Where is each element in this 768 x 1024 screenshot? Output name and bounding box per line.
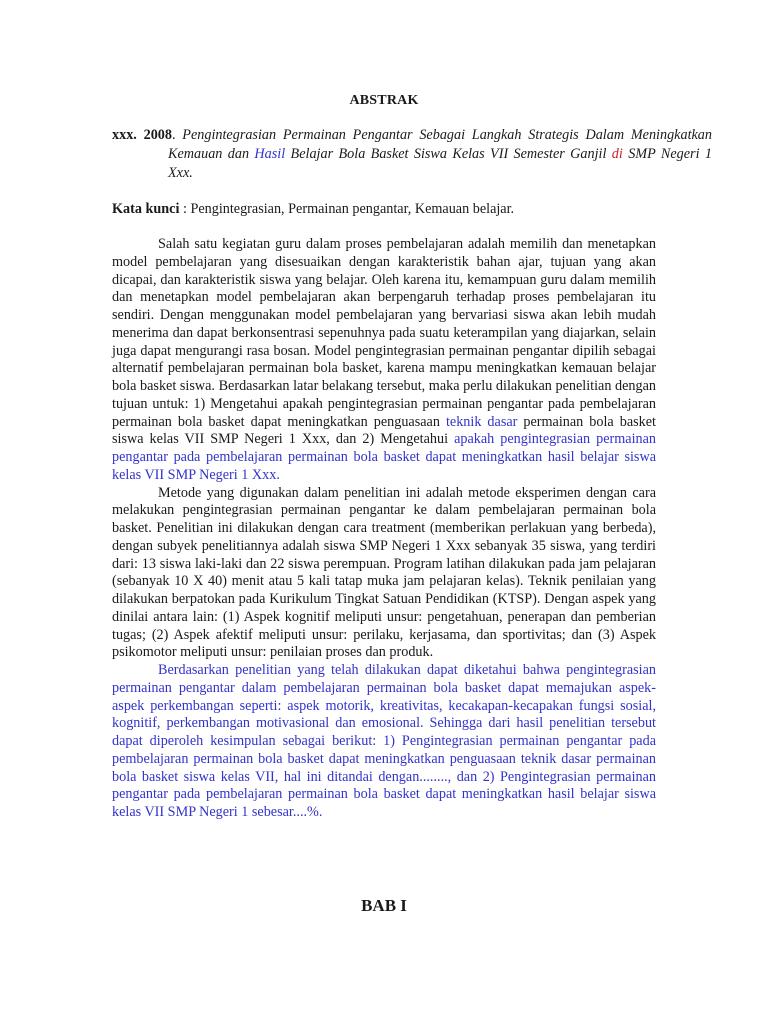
paragraph-1 xyxy=(112,236,656,485)
citation-separator: . xyxy=(171,127,176,143)
paragraph-1-blue-2: apakah pengintegrasian permainan pengantar pada pembelajaran permainan bola basket dapat meningkatkan hasil belajar siswa kelas VII SMP Negeri 1 Xxx. xyxy=(112,431,656,483)
paragraph-1-blue-1: teknik dasar xyxy=(445,413,518,430)
citation-author-year: xxx. 2008 xyxy=(112,127,172,143)
paragraph-1-text-b: permainan bola basket siswa kelas VII SMP Negeri 1 Xxx, dan 2) Mengetahui xyxy=(112,413,656,448)
citation-title xyxy=(168,127,712,181)
abstract-body xyxy=(112,236,656,822)
paragraph-3: Berdasarkan penelitian yang telah dilakukan dapat diketahui bahwa pengintegrasian permainan pengantar dalam pembelajaran permainan bola basket dapat memajukan aspek-aspek perkembangan seperti: aspek motorik, kreativitas, kecakapan-kecapakan fungsi sosial, kognitif, perkembangan motivasional dan emosional. Sehingga dari hasil penelitian tersebut dapat diperoleh kesimpulan sebagai berikut: 1) Pengintegrasian permainan pengantar pada pembelajaran permainan bola basket dapat meningkatkan penguasaan teknik dasar permainan bola basket siswa kelas VII, hal ini ditandai dengan........, dan 2) Pengintegrasian permainan pengantar pada pembelajaran permainan bola basket dapat meningkatkan hasil belajar siswa kelas VII SMP Negeri 1 sebesar....%. xyxy=(112,662,656,820)
citation-title-part3: SMP Negeri 1 Xxx. xyxy=(168,146,712,181)
abstract-title: ABSTRAK xyxy=(349,93,419,108)
citation-title-di: di xyxy=(611,146,623,162)
citation-title-part2: Belajar Bola Basket Siswa Kelas VII Semester Ganjil xyxy=(285,146,612,162)
chapter-heading: BAB I xyxy=(361,896,407,915)
paragraph-2: Metode yang digunakan dalam penelitian ini adalah metode eksperimen dengan cara melakukan pengintegrasian permainan pengantar ke dalam pembelajaran permainan bola basket. Penelitian ini dilakukan dengan cara treatment (memberikan perlakuan yang berbeda), dengan subyek penelitiannya adalah siswa SMP Negeri 1 Xxx sebanyak 35 siswa, yang terdiri dari: 13 siswa laki-laki dan 22 siswa perempuan. Program latihan dilakukan pada jam pelajaran (sebanyak 10 X 40) menit atau 5 kali tatap muka jam pelajaran kelas). Teknik penilaian yang dilakukan berpatokan pada Kurikulum Tingkat Satuan Pendidikan (KTSP). Dengan aspek yang dinilai antara lain: (1) Aspek kognitif meliputi unsur: pengetahuan, penerapan dan pemberian tugas; (2) Aspek afektif meliputi unsur: perilaku, kerjasama, dan sportivitas; dan (3) Aspek psikomotor meliputi unsur: penilaian proses dan produk. xyxy=(112,484,656,661)
paragraph-1-text-a: Salah satu kegiatan guru dalam proses pembelajaran adalah memilih dan menetapkan model pembelajaran yang disesuaikan dengan karakteristik bahan ajar, tujuan yang akan dicapai, dan karakteristik siswa yang belajar. Oleh karena itu, kemampuan guru dalam memilih dan menetapkan model pembelajaran akan berpengaruh terhadap proses pembelajaran itu sendiri. Dengan menggunakan model pembelajaran yang bervariasi siswa akan lebih mudah menerima dan dapat berkonsentrasi sepenuhnya pada suatu keterampilan yang diajarkan, selain juga dapat mengurangi rasa bosan. Model pengintegrasian permainan pengantar dipilih sebagai alternatif pembelajaran permainan bola basket, karena mampu meningkatkan kemauan belajar bola basket siswa. Berdasarkan latar belakang tersebut, maka perlu dilakukan penelitian dengan tujuan untuk: 1) Mengetahui apakah pengintegrasian permainan pengantar pada pembelajaran permainan bola basket dapat meningkatkan penguasaan xyxy=(112,236,656,430)
keywords-line xyxy=(112,200,656,219)
citation xyxy=(112,126,712,183)
citation-title-hasil: Hasil xyxy=(254,146,286,162)
keywords-label: Kata kunci xyxy=(112,201,180,217)
keywords-text: : Pengintegrasian, Permainan pengantar, Kemauan belajar. xyxy=(179,201,515,217)
citation-title-part1: Pengintegrasian Permainan Pengantar Sebagai Langkah Strategis Dalam Meningkatkan Kemauan dan xyxy=(168,127,712,162)
